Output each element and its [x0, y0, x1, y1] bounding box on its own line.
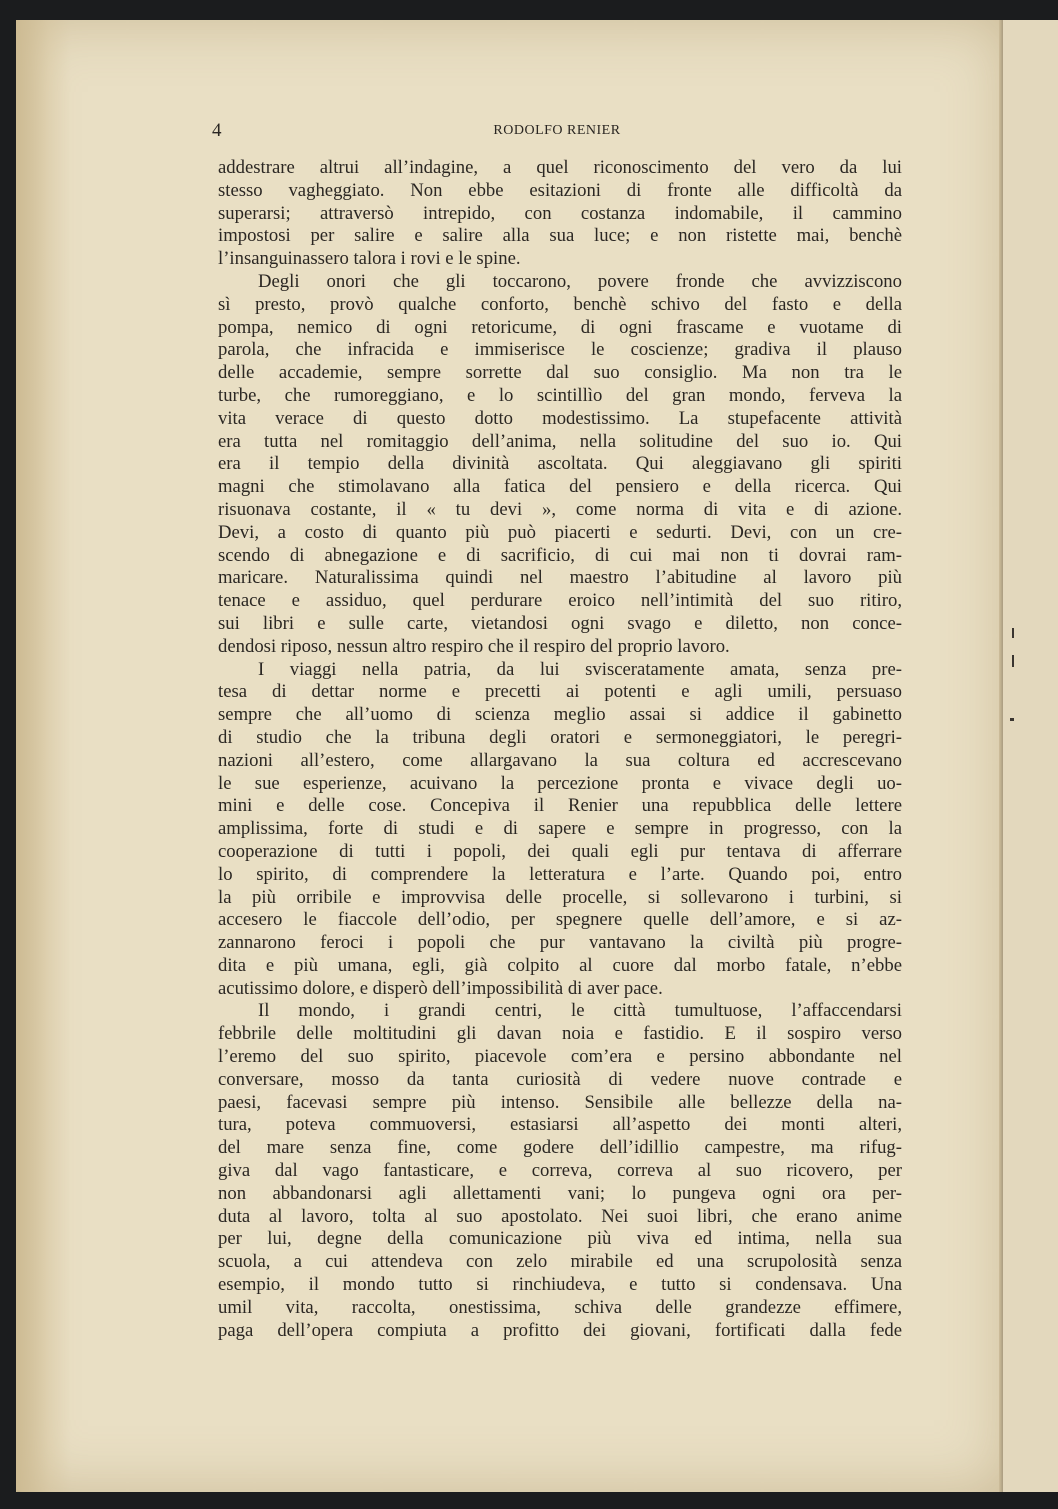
text-line: zannarono feroci i popoli che pur vantavano la civiltà più progre- — [218, 932, 902, 954]
text-line: Degli onori che gli toccarono, povere fronde che avvizziscono — [258, 270, 902, 292]
text-line: amplissima, forte di studi e di sapere e sempre in progresso, con la — [218, 818, 902, 840]
text-line: accesero le fiaccole dell’odio, per spegnere quelle dell’amore, e si az- — [218, 909, 902, 931]
text-line: magni che stimolavano alla fatica del pensiero e della ricerca. Qui — [218, 476, 902, 498]
text-line: di studio che la tribuna degli oratori e sermoneggiatori, le peregri- — [218, 726, 902, 748]
text-line: paga dell’opera compiuta a profitto dei giovani, fortificati dalla fede — [218, 1319, 902, 1341]
text-line: l’eremo del suo spirito, piacevole com’era e persino abbondante nel — [218, 1046, 902, 1068]
text-line: umil vita, raccolta, onestissima, schiva delle grandezze effimere, — [218, 1296, 902, 1318]
text-line: vita verace di questo dotto modestissimo. La stupefacente attività — [218, 407, 902, 429]
text-line: sì presto, provò qualche conforto, benchè schivo del fasto e della — [218, 293, 902, 315]
text-line: pompa, nemico di ogni retoricume, di ogni frascame e vuotame di — [218, 316, 902, 338]
running-head: RODOLFO RENIER — [493, 123, 621, 138]
text-line: turbe, che rumoreggiano, e lo scintillìo del gran mondo, ferveva la — [218, 384, 902, 406]
body-text — [218, 157, 902, 1342]
text-line: stesso vagheggiato. Non ebbe esitazioni di fronte alle difficoltà da — [218, 179, 902, 201]
text-line: non abbandonarsi agli allettamenti vani; lo pungeva ogni ora per- — [218, 1182, 902, 1204]
text-line: le sue esperienze, acuivano la percezione pronta e vivace degli uo- — [218, 772, 902, 794]
text-line: impostosi per salire e salire alla sua luce; e non ristette mai, benchè — [218, 225, 902, 247]
text-line: lo spirito, di comprendere la letteratura e l’arte. Quando poi, entro — [218, 863, 902, 885]
text-line: parola, che infracida e immiserisce le coscienze; gradiva il plauso — [218, 339, 902, 361]
facing-page-edge — [1003, 20, 1058, 1492]
text-line: era tutta nel romitaggio dell’anima, nella solitudine del suo io. Qui — [218, 430, 902, 452]
text-line: dita e più umana, egli, già colpito al cuore dal morbo fatale, n’ebbe — [218, 954, 902, 976]
text-line: risuonava costante, il « tu devi », come norma di vita e di azione. — [218, 498, 902, 520]
text-line: Il mondo, i grandi centri, le città tumultuose, l’affaccendarsi — [258, 1000, 902, 1022]
text-line: superarsi; attraversò intrepido, con costanza indomabile, il cammino — [218, 202, 902, 224]
text-line: delle accademie, sempre sorrette dal suo consiglio. Ma non tra le — [218, 362, 902, 384]
text-line: dendosi riposo, nessun altro respiro che il respiro del proprio lavoro. — [218, 635, 730, 657]
stray-ink-mark — [1012, 628, 1014, 638]
text-line: maricare. Naturalissima quindi nel maestro l’abitudine al lavoro più — [218, 567, 902, 589]
text-line: tenace e assiduo, quel perdurare eroico nell’intimità del suo ritiro, — [218, 590, 902, 612]
page-number: 4 — [212, 120, 222, 141]
text-line: febbrile delle moltitudini gli davan noia e fastidio. E il sospiro verso — [218, 1023, 902, 1045]
text-line: tura, poteva commuoversi, estasiarsi all’aspetto dei monti alteri, — [218, 1114, 902, 1136]
text-line: cooperazione di tutti i popoli, dei quali egli pur tentava di afferrare — [218, 840, 902, 862]
text-line: paesi, facevasi sempre più intenso. Sensibile alle bellezze della na- — [218, 1091, 902, 1113]
text-line: era il tempio della divinità ascoltata. Qui aleggiavano gli spiriti — [218, 453, 902, 475]
text-line: giva dal vago fantasticare, e correva, correva al suo ricovero, per — [218, 1160, 902, 1182]
text-line: addestrare altrui all’indagine, a quel riconoscimento del vero da lui — [218, 157, 902, 178]
page-edge-shadow — [16, 20, 71, 1492]
text-line: conversare, mosso da tanta curiosità di vedere nuove contrade e — [218, 1068, 902, 1090]
text-line: acutissimo dolore, e disperò dell’impossibilità di aver pace. — [218, 977, 663, 999]
page-header — [212, 120, 902, 146]
text-line: tesa di dettar norme e precetti ai potenti e agli umili, persuaso — [218, 681, 902, 703]
text-line: scendo di abnegazione e di sacrificio, di cui mai non ti dovrai ram- — [218, 544, 902, 566]
text-line: Devi, a costo di quanto più può piacerti e sedurti. Devi, con un cre- — [218, 521, 902, 543]
text-line: I viaggi nella patria, da lui svisceratamente amata, senza pre- — [258, 658, 902, 680]
stray-ink-mark — [1010, 718, 1014, 721]
text-line: esempio, il mondo tutto si rinchiudeva, e tutto si condensava. Una — [218, 1274, 902, 1296]
text-line: mini e delle cose. Concepiva il Renier una repubblica delle lettere — [218, 795, 902, 817]
stray-ink-mark — [1012, 655, 1014, 667]
text-line: duta al lavoro, tolta al suo apostolato. Nei suoi libri, che erano anime — [218, 1205, 902, 1227]
text-line: sempre che all’uomo di scienza meglio assai si addice il gabinetto — [218, 704, 902, 726]
text-line: del mare senza fine, come godere dell’idillio campestre, ma rifug- — [218, 1137, 902, 1159]
text-line: scuola, a cui attendeva con zelo mirabile ed una scrupolosità senza — [218, 1251, 902, 1273]
text-line: la più orribile e improvvisa delle procelle, si sollevarono i turbini, si — [218, 886, 902, 908]
text-line: per lui, degne della comunicazione più viva ed intima, nella sua — [218, 1228, 902, 1250]
text-line: sui libri e sulle carte, vietandosi ogni svago e diletto, non conce- — [218, 612, 902, 634]
text-line: l’insanguinassero talora i rovi e le spine. — [218, 248, 521, 270]
text-line: nazioni all’estero, come allargavano la sua coltura ed accrescevano — [218, 749, 902, 771]
